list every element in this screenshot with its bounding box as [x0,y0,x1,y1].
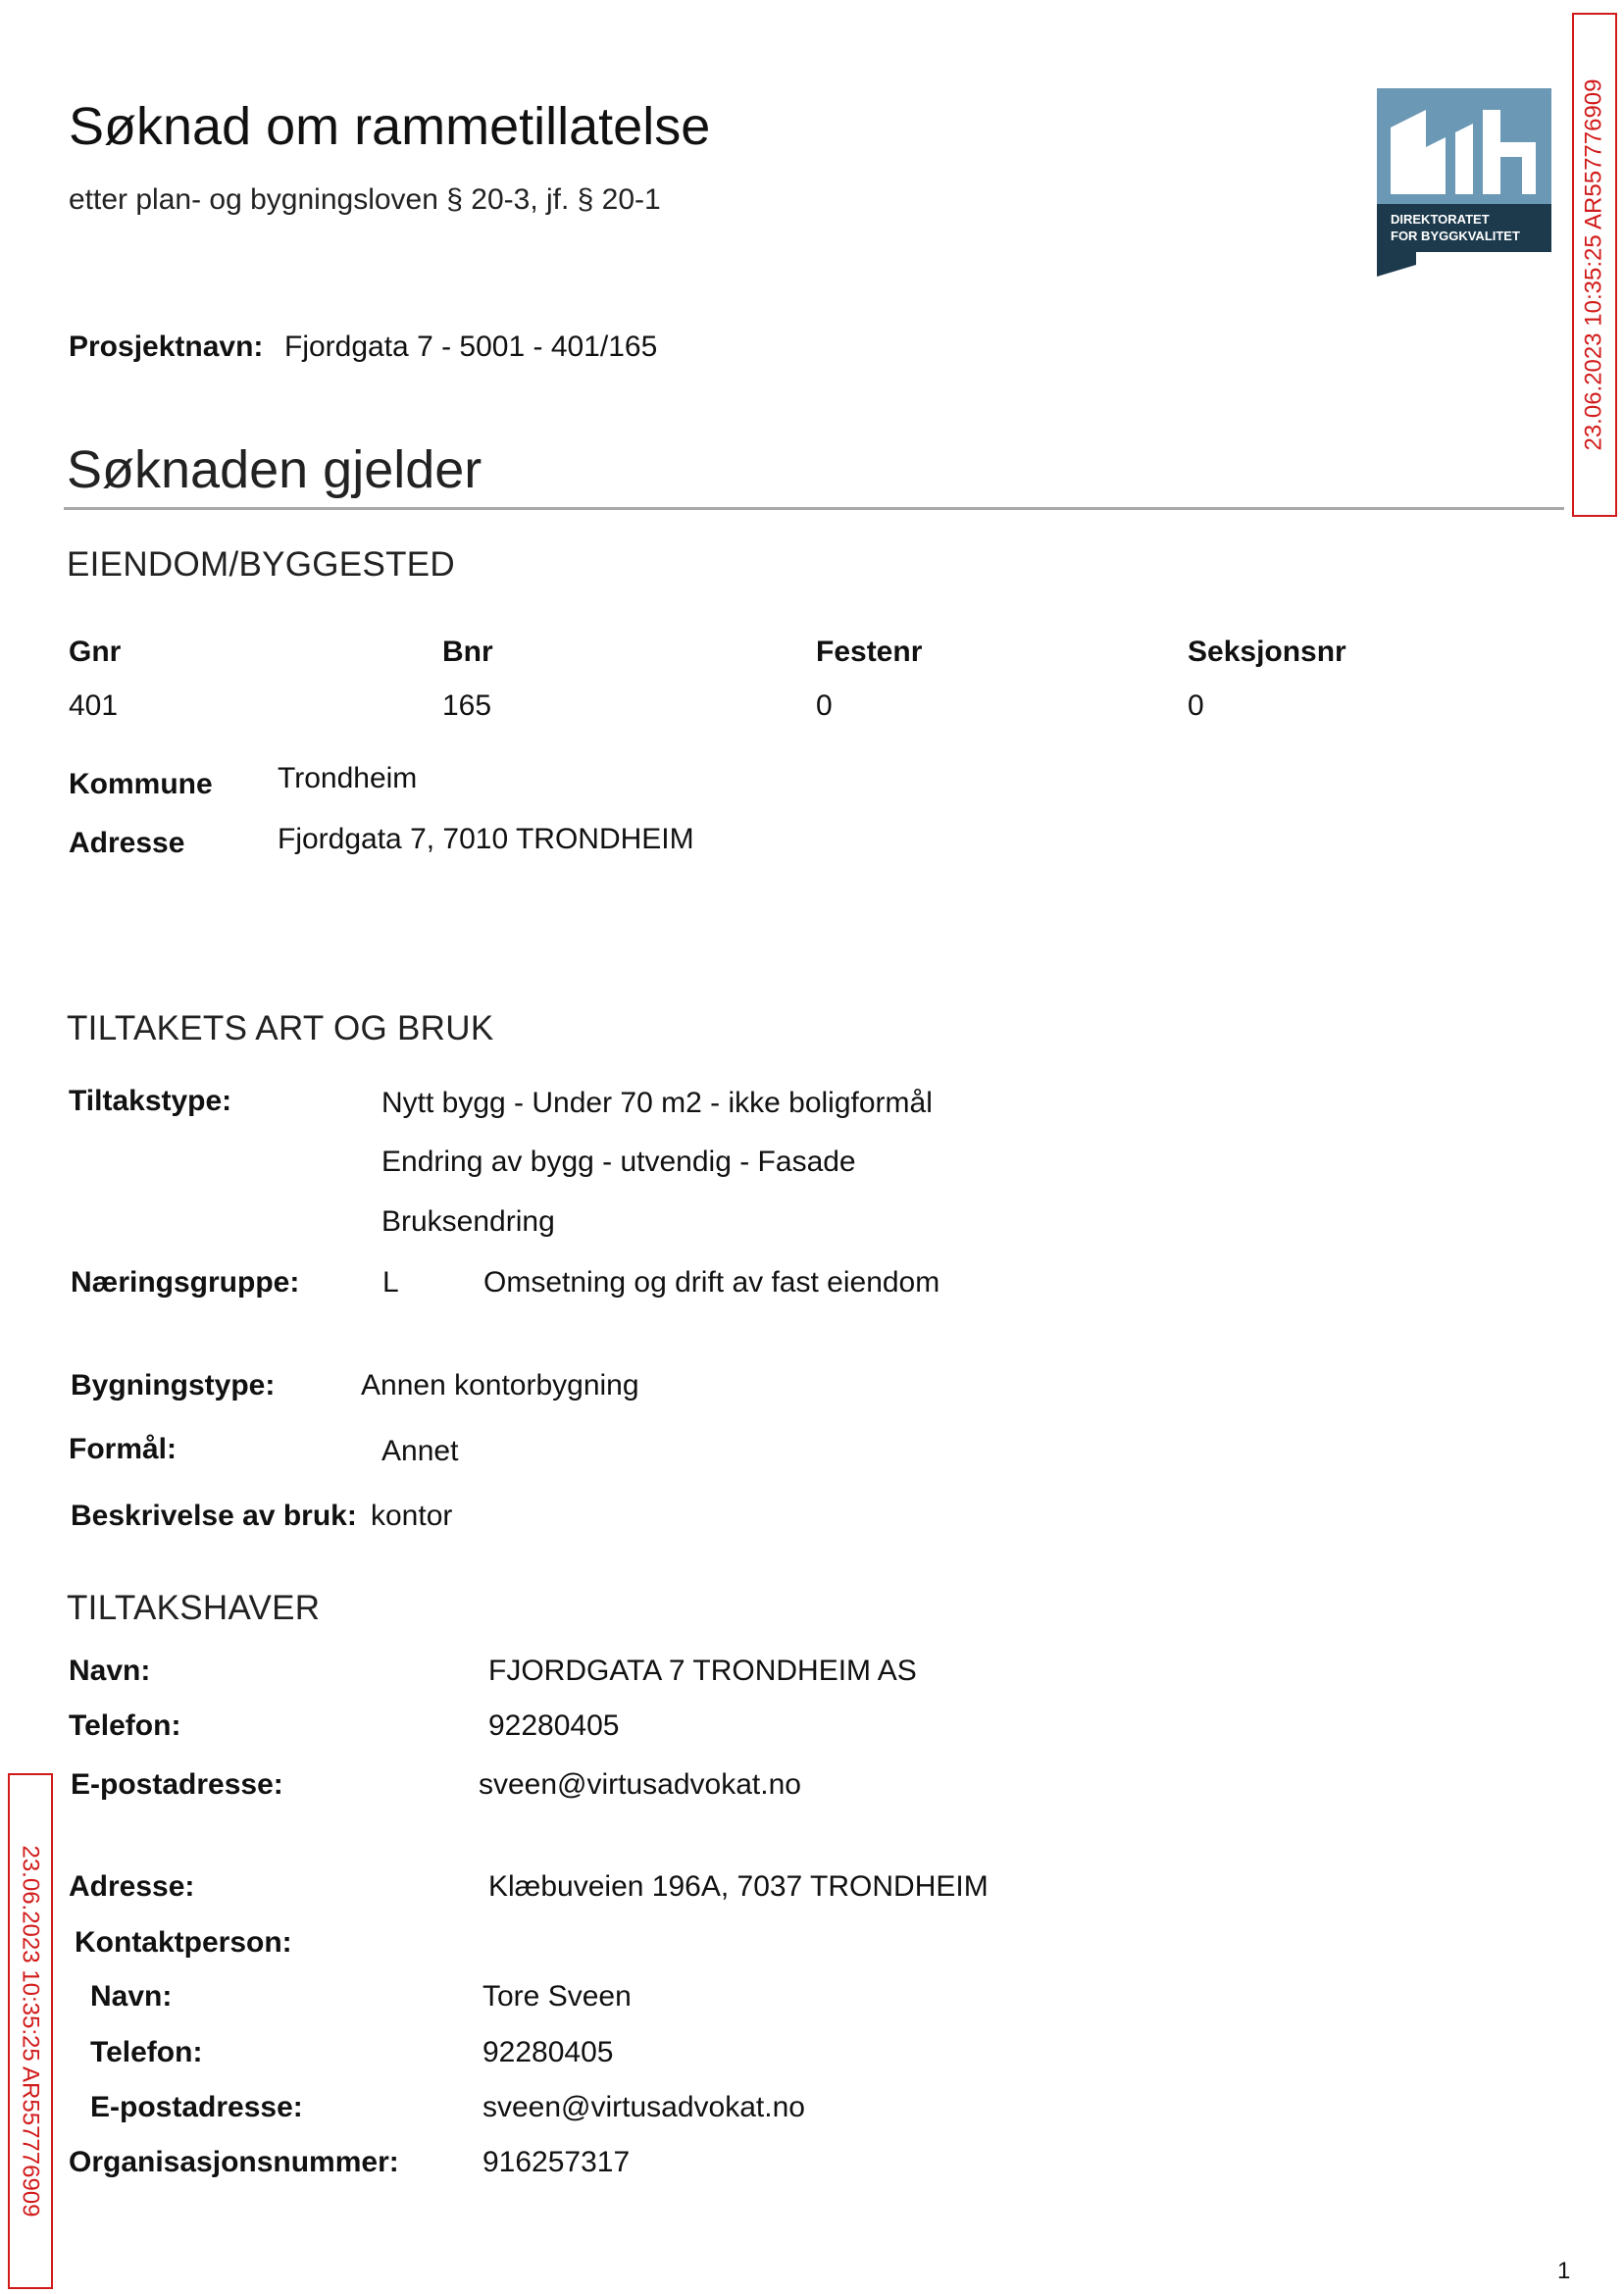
owner-email-label: E-postadresse: [71,1768,283,1801]
applies-heading: Søknaden gjelder [67,440,482,499]
naeringsgruppe-code: L [382,1266,399,1299]
measure-section-heading: TILTAKETS ART OG BRUK [67,1009,494,1047]
owner-address-value: Klæbuveien 196A, 7037 TRONDHEIM [488,1870,989,1903]
festenr-label: Festenr [816,636,923,668]
adresse-label: Adresse [69,827,185,859]
formal-value: Annet [381,1435,459,1467]
owner-name-value: FJORDGATA 7 TRONDHEIM AS [488,1655,917,1687]
bnr-value: 165 [442,689,492,722]
tiltakstype-label: Tiltakstype: [69,1085,232,1117]
owner-name-label: Navn: [69,1655,151,1687]
tiltakstype-item: Nytt bygg - Under 70 m2 - ikke boligformål [381,1087,933,1119]
naeringsgruppe-label: Næringsgruppe: [71,1266,300,1299]
tiltakstype-item: Endring av bygg - utvendig - Fasade [381,1146,856,1178]
gnr-label: Gnr [69,636,122,668]
beskrivelse-value: kontor [371,1500,453,1532]
contact-phone-value: 92280405 [482,2036,614,2068]
project-name-label: Prosjektnavn: [69,331,264,363]
bygningstype-label: Bygningstype: [71,1369,276,1402]
festenr-value: 0 [816,689,833,722]
document-subtitle: etter plan- og bygningsloven § 20-3, jf. § 20-1 [69,183,661,216]
tiltakstype-item: Bruksendring [381,1205,555,1238]
orgnr-label: Organisasjonsnummer: [69,2146,399,2178]
owner-phone-value: 92280405 [488,1709,620,1742]
archive-stamp-top [1572,13,1617,517]
page-number: 1 [1557,2258,1571,2284]
contact-phone-label: Telefon: [90,2036,203,2068]
kommune-label: Kommune [69,768,213,800]
orgnr-value: 916257317 [482,2146,631,2178]
adresse-value: Fjordgata 7, 7010 TRONDHEIM [278,823,694,855]
owner-email-value: sveen@virtusadvokat.no [479,1768,801,1801]
gnr-value: 401 [69,689,119,722]
contact-person-label: Kontaktperson: [75,1926,292,1959]
stamp-text: 23.06.2023 10:35:25 AR557776909 [1581,78,1607,451]
contact-name-value: Tore Sveen [482,1980,632,2013]
owner-phone-label: Telefon: [69,1709,181,1742]
kommune-value: Trondheim [278,762,418,794]
owner-section-heading: TILTAKSHAVER [67,1589,321,1627]
logo-text-line2: FOR BYGGKVALITET [1391,229,1520,243]
dibk-logo-graphic [1377,88,1551,277]
seksjonsnr-label: Seksjonsnr [1188,636,1346,668]
bygningstype-value: Annen kontorbygning [361,1369,639,1402]
naeringsgruppe-text: Omsetning og drift av fast eiendom [483,1266,940,1299]
heading-divider [64,507,1564,510]
archive-stamp-left [8,1773,53,2289]
stamp-text: 23.06.2023 10:35:25 AR557776909 [18,1845,44,2218]
logo-text-line1: DIREKTORATET [1391,212,1490,227]
beskrivelse-label: Beskrivelse av bruk: [71,1500,357,1532]
contact-name-label: Navn: [90,1980,173,2013]
owner-address-label: Adresse: [69,1870,195,1903]
seksjonsnr-value: 0 [1188,689,1204,722]
document-title: Søknad om rammetillatelse [69,97,711,156]
dibk-logo [1377,88,1551,277]
bnr-label: Bnr [442,636,493,668]
property-section-heading: EIENDOM/BYGGESTED [67,545,455,584]
contact-email-label: E-postadresse: [90,2091,303,2123]
project-name-value: Fjordgata 7 - 5001 - 401/165 [284,331,658,363]
contact-email-value: sveen@virtusadvokat.no [482,2091,805,2123]
formal-label: Formål: [69,1433,178,1465]
